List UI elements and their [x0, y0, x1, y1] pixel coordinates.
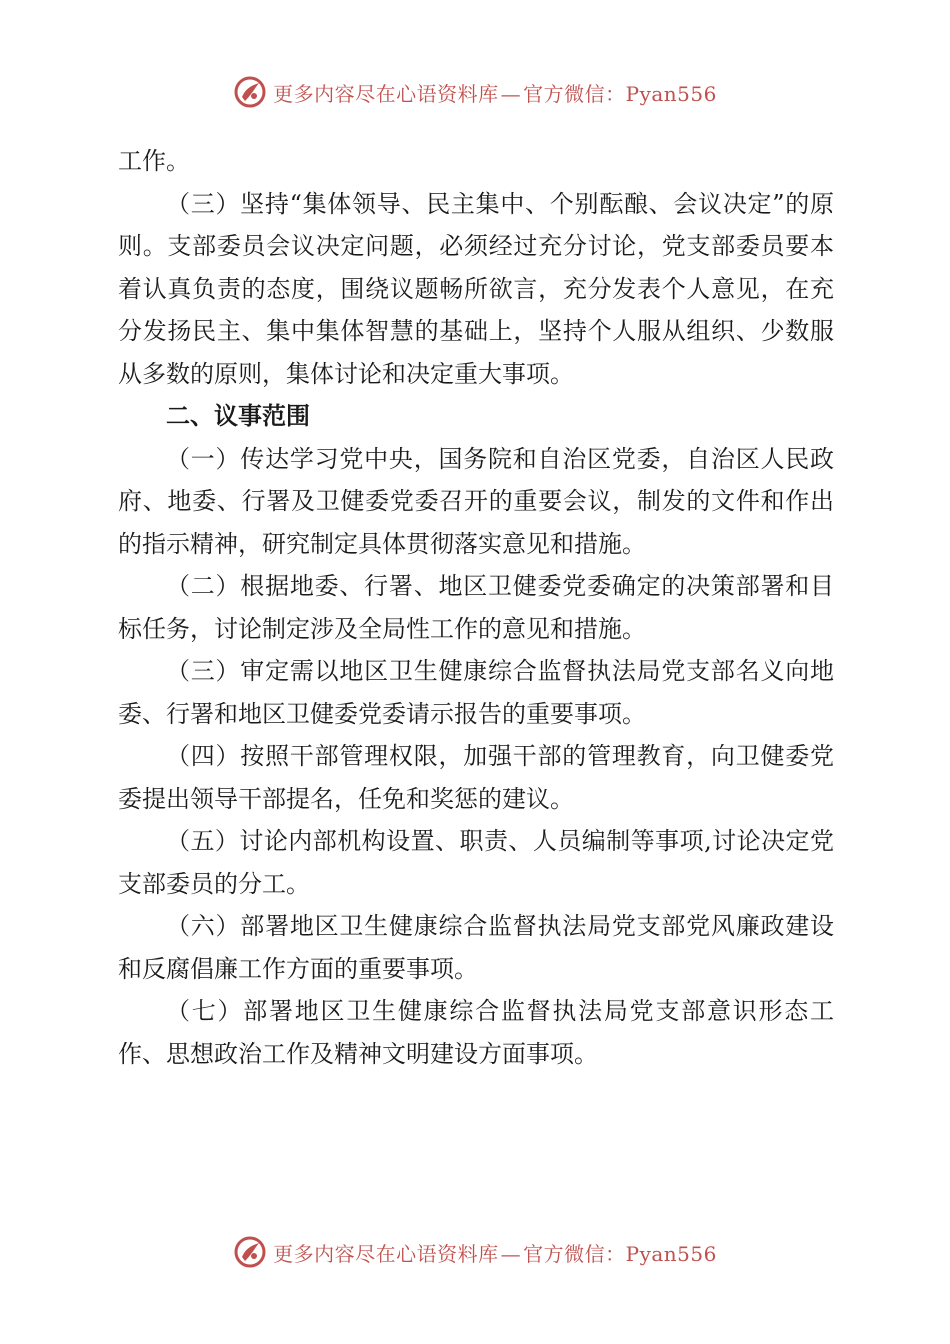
watermark-text: [273, 78, 717, 107]
list-item-4: （四）按照干部管理权限，加强干部的管理教育，向卫健委党委提出领导干部提名，任免和奖惩的建议。: [118, 742, 834, 813]
list-item-5: （五）讨论内部机构设置、职责、人员编制等事项,讨论决定党支部委员的分工。: [118, 827, 834, 898]
list-item-6: （六）部署地区卫生健康综合监督执法局党支部党风廉政建设和反腐倡廉工作方面的重要事项。: [118, 912, 834, 983]
watermark-title: 更多内容尽在心语资料库: [273, 81, 499, 106]
watermark-title: 更多内容尽在心语资料库: [273, 1241, 499, 1266]
paragraph-continuation: 工作。: [118, 147, 190, 175]
seal-logo-icon: [233, 1235, 267, 1269]
watermark-separator: —: [500, 81, 522, 106]
watermark-contact: 官方微信：Pyan556: [523, 1241, 717, 1266]
footer-watermark: [0, 1232, 950, 1272]
list-item-1: （一）传达学习党中央，国务院和自治区党委，自治区人民政府、地委、行署及卫健委党委召开的重要会议，制发的文件和作出的指示精神，研究制定具体贯彻落实意见和措施。: [118, 444, 834, 558]
seal-logo-icon: [233, 75, 267, 109]
watermark-text: [273, 1238, 717, 1267]
list-item-7: （七）部署地区卫生健康综合监督执法局党支部意识形态工作、思想政治工作及精神文明建设方面事项。: [118, 997, 834, 1068]
watermark-separator: —: [500, 1241, 522, 1266]
paragraph-principle: （三）坚持“集体领导、民主集中、个别酝酿、会议决定”的原则。支部委员会议决定问题，必须经过充分讨论，党支部委员要本着认真负责的态度，围绕议题畅所欲言，充分发表个人意见，在充分发扬民主、集中集体智慧的基础上，坚持个人服从组织、少数服从多数的原则，集体讨论和决定重大事项。: [118, 189, 834, 388]
watermark-contact: 官方微信：Pyan556: [523, 81, 717, 106]
header-watermark: [0, 72, 950, 112]
list-item-2: （二）根据地委、行署、地区卫健委党委确定的决策部署和目标任务，讨论制定涉及全局性工作的意见和措施。: [118, 572, 834, 643]
document-body: [118, 140, 834, 1075]
section-heading: 二、议事范围: [166, 402, 310, 430]
list-item-3: （三）审定需以地区卫生健康综合监督执法局党支部名义向地委、行署和地区卫健委党委请示报告的重要事项。: [118, 657, 834, 728]
